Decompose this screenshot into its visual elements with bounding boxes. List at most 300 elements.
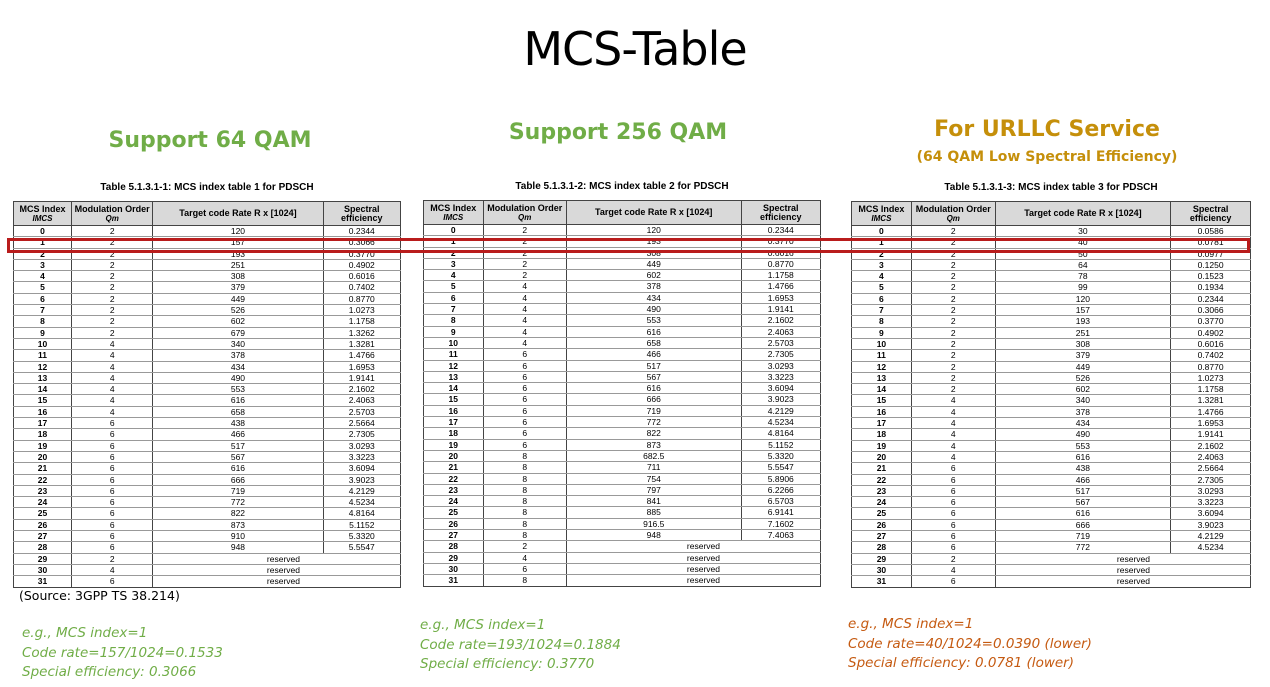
- cell-modulation-order: 2: [483, 541, 566, 552]
- cell-modulation-order: 6: [911, 485, 995, 496]
- cell-spectral-efficiency: 1.3281: [1171, 395, 1251, 406]
- cell-mcs-index: 16: [424, 405, 484, 416]
- cell-mcs-index: 11: [424, 349, 484, 360]
- cell-modulation-order: 4: [911, 395, 995, 406]
- cell-spectral-efficiency: 0.1523: [1171, 271, 1251, 282]
- cell-mcs-index: 16: [14, 406, 72, 417]
- cell-spectral-efficiency: 4.5234: [323, 497, 400, 508]
- cell-code-rate: 526: [153, 305, 323, 316]
- table-row: [852, 305, 1251, 316]
- cell-code-rate: 340: [995, 395, 1171, 406]
- cell-modulation-order: 8: [483, 507, 566, 518]
- cell-modulation-order: 8: [483, 450, 566, 461]
- cell-mcs-index: 18: [852, 429, 912, 440]
- cell-code-rate: 308: [153, 271, 323, 282]
- cell-mcs-index: 1: [424, 236, 484, 247]
- cell-spectral-efficiency: 0.4902: [323, 259, 400, 270]
- cell-code-rate: 251: [995, 327, 1171, 338]
- cell-mcs-index: 2: [14, 248, 72, 259]
- cell-mcs-index: 11: [852, 350, 912, 361]
- table-header-row: [14, 202, 401, 226]
- cell-code-rate: 378: [153, 350, 323, 361]
- cell-code-rate: reserved: [566, 575, 820, 586]
- cell-spectral-efficiency: 3.3223: [323, 451, 400, 462]
- table-row: [852, 271, 1251, 282]
- cell-code-rate: 873: [153, 519, 323, 530]
- cell-code-rate: 616: [153, 463, 323, 474]
- cell-mcs-index: 2: [424, 247, 484, 258]
- table-row: [852, 259, 1251, 270]
- cell-spectral-efficiency: 2.1602: [1171, 440, 1251, 451]
- table-row: [852, 508, 1251, 519]
- table-row: [852, 564, 1251, 575]
- cell-modulation-order: 2: [483, 236, 566, 247]
- cell-code-rate: 602: [153, 316, 323, 327]
- table-row: [424, 530, 821, 541]
- cell-code-rate: 711: [566, 462, 741, 473]
- cell-spectral-efficiency: 2.4063: [1171, 451, 1251, 462]
- cell-mcs-index: 24: [14, 497, 72, 508]
- cell-spectral-efficiency: 1.6953: [1171, 418, 1251, 429]
- cell-modulation-order: 6: [483, 405, 566, 416]
- cell-code-rate: 438: [153, 418, 323, 429]
- cell-mcs-index: 31: [14, 576, 72, 587]
- cell-code-rate: 772: [995, 542, 1171, 553]
- column-header-efficiency: Spectral efficiency: [741, 201, 820, 225]
- cell-mcs-index: 15: [14, 395, 72, 406]
- cell-modulation-order: 2: [72, 316, 153, 327]
- cell-code-rate: 490: [566, 304, 741, 315]
- cell-mcs-index: 19: [424, 439, 484, 450]
- table-row: [14, 451, 401, 462]
- cell-modulation-order: 6: [72, 542, 153, 553]
- cell-spectral-efficiency: 0.2344: [323, 226, 400, 237]
- cell-code-rate: 666: [566, 394, 741, 405]
- cell-spectral-efficiency: 2.5703: [741, 337, 820, 348]
- cell-mcs-index: 19: [852, 440, 912, 451]
- cell-spectral-efficiency: 5.3320: [323, 531, 400, 542]
- cell-code-rate: 772: [153, 497, 323, 508]
- cell-modulation-order: 6: [911, 542, 995, 553]
- cell-mcs-index: 4: [424, 270, 484, 281]
- cell-code-rate: 602: [566, 270, 741, 281]
- cell-modulation-order: 6: [483, 360, 566, 371]
- table-row: [424, 281, 821, 292]
- table-row: [14, 531, 401, 542]
- cell-code-rate: 553: [995, 440, 1171, 451]
- table-row: [852, 519, 1251, 530]
- cell-spectral-efficiency: 5.5547: [323, 542, 400, 553]
- cell-mcs-index: 14: [852, 384, 912, 395]
- cell-mcs-index: 22: [14, 474, 72, 485]
- cell-spectral-efficiency: 1.1758: [741, 270, 820, 281]
- cell-code-rate: 434: [153, 361, 323, 372]
- cell-code-rate: reserved: [153, 564, 401, 575]
- table-header-row: [852, 202, 1251, 226]
- table-row: [852, 463, 1251, 474]
- cell-code-rate: 616: [566, 383, 741, 394]
- cell-code-rate: 822: [153, 508, 323, 519]
- cell-modulation-order: 2: [911, 316, 995, 327]
- cell-spectral-efficiency: 0.3066: [1171, 305, 1251, 316]
- cell-mcs-index: 13: [424, 371, 484, 382]
- subheading-urllc: (64 QAM Low Spectral Efficiency): [916, 149, 1178, 165]
- source-note: (Source: 3GPP TS 38.214): [19, 588, 180, 603]
- cell-modulation-order: 2: [911, 293, 995, 304]
- cell-modulation-order: 2: [483, 247, 566, 258]
- cell-code-rate: 449: [153, 293, 323, 304]
- cell-code-rate: 616: [153, 395, 323, 406]
- table-row: [14, 372, 401, 383]
- table-row: [14, 384, 401, 395]
- cell-mcs-index: 6: [852, 293, 912, 304]
- cell-mcs-index: 28: [14, 542, 72, 553]
- table-row: [852, 440, 1251, 451]
- table-row: [14, 553, 401, 564]
- cell-spectral-efficiency: 1.6953: [741, 292, 820, 303]
- cell-modulation-order: 4: [72, 350, 153, 361]
- cell-mcs-index: 14: [424, 383, 484, 394]
- table-row: [852, 553, 1251, 564]
- table-row: [14, 226, 401, 237]
- cell-mcs-index: 3: [424, 258, 484, 269]
- table-row: [424, 360, 821, 371]
- table-row: [852, 372, 1251, 383]
- table-row: [14, 338, 401, 349]
- cell-modulation-order: 2: [911, 338, 995, 349]
- cell-code-rate: 157: [153, 237, 323, 248]
- table-row: [424, 450, 821, 461]
- cell-spectral-efficiency: 5.8906: [741, 473, 820, 484]
- cell-spectral-efficiency: 0.0977: [1171, 248, 1251, 259]
- cell-code-rate: 40: [995, 237, 1171, 248]
- cell-modulation-order: 6: [483, 417, 566, 428]
- cell-code-rate: 378: [566, 281, 741, 292]
- cell-modulation-order: 2: [72, 305, 153, 316]
- table-row: [852, 282, 1251, 293]
- cell-mcs-index: 19: [14, 440, 72, 451]
- table-row: [852, 429, 1251, 440]
- table-row: [424, 541, 821, 552]
- table-row: [852, 350, 1251, 361]
- cell-modulation-order: 2: [483, 258, 566, 269]
- cell-mcs-index: 12: [852, 361, 912, 372]
- table-row: [424, 439, 821, 450]
- cell-modulation-order: 8: [483, 484, 566, 495]
- cell-spectral-efficiency: 3.9023: [1171, 519, 1251, 530]
- cell-mcs-index: 31: [424, 575, 484, 586]
- table-row: [424, 484, 821, 495]
- mcs-table-2: [423, 200, 821, 587]
- cell-code-rate: 490: [153, 372, 323, 383]
- cell-mcs-index: 26: [852, 519, 912, 530]
- cell-spectral-efficiency: 3.0293: [741, 360, 820, 371]
- cell-spectral-efficiency: 0.4902: [1171, 327, 1251, 338]
- table-row: [852, 418, 1251, 429]
- table-row: [852, 316, 1251, 327]
- note-line: e.g., MCS index=1: [22, 625, 148, 641]
- table-row: [424, 473, 821, 484]
- cell-modulation-order: 6: [483, 439, 566, 450]
- table-row: [14, 440, 401, 451]
- cell-mcs-index: 26: [14, 519, 72, 530]
- table-row: [14, 282, 401, 293]
- cell-spectral-efficiency: 4.2129: [323, 485, 400, 496]
- cell-spectral-efficiency: 0.6016: [741, 247, 820, 258]
- cell-code-rate: 873: [566, 439, 741, 450]
- cell-modulation-order: 2: [911, 282, 995, 293]
- table-row: [852, 485, 1251, 496]
- cell-mcs-index: 10: [14, 338, 72, 349]
- cell-modulation-order: 4: [483, 337, 566, 348]
- cell-code-rate: 517: [995, 485, 1171, 496]
- cell-mcs-index: 4: [14, 271, 72, 282]
- column-header-efficiency: Spectral efficiency: [1171, 202, 1251, 226]
- cell-code-rate: 434: [566, 292, 741, 303]
- cell-code-rate: 193: [566, 236, 741, 247]
- cell-spectral-efficiency: 5.5547: [741, 462, 820, 473]
- cell-mcs-index: 7: [14, 305, 72, 316]
- cell-code-rate: 797: [566, 484, 741, 495]
- table-row: [424, 496, 821, 507]
- cell-mcs-index: 22: [424, 473, 484, 484]
- cell-mcs-index: 15: [424, 394, 484, 405]
- cell-spectral-efficiency: 3.3223: [741, 371, 820, 382]
- column-header-mcs-index: MCS Index IMCS: [14, 202, 72, 226]
- cell-code-rate: 719: [566, 405, 741, 416]
- cell-mcs-index: 9: [14, 327, 72, 338]
- cell-code-rate: reserved: [995, 564, 1250, 575]
- cell-mcs-index: 9: [424, 326, 484, 337]
- cell-spectral-efficiency: 2.7305: [741, 349, 820, 360]
- table-row: [14, 429, 401, 440]
- cell-code-rate: 616: [995, 508, 1171, 519]
- cell-modulation-order: 6: [483, 563, 566, 574]
- table-row: [852, 497, 1251, 508]
- table-row: [14, 361, 401, 372]
- table-row: [424, 337, 821, 348]
- cell-code-rate: 157: [995, 305, 1171, 316]
- cell-mcs-index: 29: [424, 552, 484, 563]
- cell-spectral-efficiency: 4.5234: [741, 417, 820, 428]
- cell-mcs-index: 17: [424, 417, 484, 428]
- cell-mcs-index: 1: [14, 237, 72, 248]
- column-header-modulation: Modulation Order Qm: [911, 202, 995, 226]
- cell-modulation-order: 6: [483, 428, 566, 439]
- table-row: [424, 462, 821, 473]
- column-header-efficiency: Spectral efficiency: [323, 202, 400, 226]
- table-row: [424, 371, 821, 382]
- table-row: [424, 405, 821, 416]
- table-row: [424, 270, 821, 281]
- cell-code-rate: 378: [995, 406, 1171, 417]
- heading-urllc: For URLLC Service: [934, 117, 1160, 142]
- cell-modulation-order: 6: [72, 576, 153, 587]
- cell-modulation-order: 4: [911, 451, 995, 462]
- cell-code-rate: 772: [566, 417, 741, 428]
- cell-modulation-order: 6: [72, 519, 153, 530]
- cell-modulation-order: 4: [72, 564, 153, 575]
- cell-modulation-order: 6: [911, 531, 995, 542]
- cell-modulation-order: 6: [483, 383, 566, 394]
- table-row: [852, 474, 1251, 485]
- cell-spectral-efficiency: 7.4063: [741, 530, 820, 541]
- cell-mcs-index: 26: [424, 518, 484, 529]
- table-row: [852, 327, 1251, 338]
- cell-mcs-index: 11: [14, 350, 72, 361]
- cell-code-rate: 948: [153, 542, 323, 553]
- table-row: [14, 542, 401, 553]
- cell-mcs-index: 29: [14, 553, 72, 564]
- cell-mcs-index: 0: [852, 226, 912, 237]
- cell-spectral-efficiency: 0.7402: [323, 282, 400, 293]
- cell-modulation-order: 6: [72, 531, 153, 542]
- cell-mcs-index: 7: [852, 305, 912, 316]
- cell-modulation-order: 2: [911, 553, 995, 564]
- cell-mcs-index: 3: [14, 259, 72, 270]
- cell-code-rate: 379: [153, 282, 323, 293]
- cell-modulation-order: 6: [911, 576, 995, 587]
- cell-code-rate: reserved: [153, 553, 401, 564]
- table-header-row: [424, 201, 821, 225]
- cell-mcs-index: 6: [424, 292, 484, 303]
- cell-modulation-order: 2: [72, 248, 153, 259]
- cell-mcs-index: 27: [852, 531, 912, 542]
- cell-mcs-index: 0: [14, 226, 72, 237]
- note-line: Code rate=157/1024=0.1533: [22, 644, 223, 661]
- cell-modulation-order: 4: [72, 372, 153, 383]
- cell-mcs-index: 21: [424, 462, 484, 473]
- cell-spectral-efficiency: 0.3770: [1171, 316, 1251, 327]
- table-row: [852, 542, 1251, 553]
- cell-code-rate: 99: [995, 282, 1171, 293]
- cell-mcs-index: 5: [852, 282, 912, 293]
- cell-spectral-efficiency: 2.5664: [1171, 463, 1251, 474]
- cell-spectral-efficiency: 3.9023: [741, 394, 820, 405]
- column-header-code-rate: Target code Rate R x [1024]: [153, 202, 323, 226]
- cell-spectral-efficiency: 0.2344: [1171, 293, 1251, 304]
- table-row: [424, 349, 821, 360]
- cell-modulation-order: 2: [911, 259, 995, 270]
- cell-mcs-index: 30: [424, 563, 484, 574]
- cell-mcs-index: 4: [852, 271, 912, 282]
- cell-spectral-efficiency: 3.3223: [1171, 497, 1251, 508]
- table-row: [852, 406, 1251, 417]
- table-row: [424, 304, 821, 315]
- table-caption: Table 5.1.3.1-1: MCS index table 1 for PDSCH: [100, 182, 314, 193]
- cell-code-rate: 679: [153, 327, 323, 338]
- table-row: [852, 361, 1251, 372]
- cell-mcs-index: 22: [852, 474, 912, 485]
- table-row: [424, 225, 821, 236]
- table-row: [14, 305, 401, 316]
- table-row: [14, 395, 401, 406]
- cell-modulation-order: 2: [72, 327, 153, 338]
- table-row: [852, 226, 1251, 237]
- cell-mcs-index: 28: [852, 542, 912, 553]
- cell-code-rate: 567: [566, 371, 741, 382]
- cell-spectral-efficiency: 0.6016: [1171, 338, 1251, 349]
- cell-modulation-order: 4: [483, 552, 566, 563]
- cell-code-rate: 822: [566, 428, 741, 439]
- cell-mcs-index: 13: [14, 372, 72, 383]
- cell-code-rate: 526: [995, 372, 1171, 383]
- table-row: [852, 451, 1251, 462]
- column-header-modulation: Modulation Order Qm: [483, 201, 566, 225]
- cell-code-rate: 434: [995, 418, 1171, 429]
- cell-modulation-order: 2: [72, 259, 153, 270]
- cell-modulation-order: 2: [911, 350, 995, 361]
- cell-modulation-order: 4: [483, 326, 566, 337]
- cell-code-rate: 193: [153, 248, 323, 259]
- cell-code-rate: 841: [566, 496, 741, 507]
- table-row: [14, 474, 401, 485]
- cell-code-rate: 553: [153, 384, 323, 395]
- table-row: [14, 497, 401, 508]
- cell-spectral-efficiency: 0.0781: [1171, 237, 1251, 248]
- cell-mcs-index: 17: [14, 418, 72, 429]
- cell-mcs-index: 24: [424, 496, 484, 507]
- cell-mcs-index: 25: [852, 508, 912, 519]
- cell-code-rate: 666: [995, 519, 1171, 530]
- cell-mcs-index: 20: [14, 451, 72, 462]
- cell-modulation-order: 6: [72, 418, 153, 429]
- cell-modulation-order: 6: [911, 519, 995, 530]
- cell-code-rate: 251: [153, 259, 323, 270]
- table-row: [424, 563, 821, 574]
- table-row: [14, 508, 401, 519]
- table-row: [424, 428, 821, 439]
- cell-modulation-order: 8: [483, 473, 566, 484]
- cell-modulation-order: 2: [72, 271, 153, 282]
- cell-spectral-efficiency: 1.1758: [323, 316, 400, 327]
- cell-code-rate: 567: [995, 497, 1171, 508]
- cell-modulation-order: 4: [911, 564, 995, 575]
- cell-mcs-index: 3: [852, 259, 912, 270]
- cell-modulation-order: 4: [483, 315, 566, 326]
- cell-spectral-efficiency: 7.1602: [741, 518, 820, 529]
- cell-spectral-efficiency: 0.3066: [323, 237, 400, 248]
- cell-modulation-order: 6: [72, 451, 153, 462]
- table-row: [424, 258, 821, 269]
- cell-code-rate: 466: [995, 474, 1171, 485]
- cell-code-rate: 308: [566, 247, 741, 258]
- cell-modulation-order: 4: [72, 361, 153, 372]
- cell-spectral-efficiency: 2.1602: [323, 384, 400, 395]
- table-row: [14, 271, 401, 282]
- cell-spectral-efficiency: 1.9141: [1171, 429, 1251, 440]
- table-row: [852, 531, 1251, 542]
- cell-code-rate: 120: [566, 225, 741, 236]
- note-line: Special efficiency: 0.3066: [22, 664, 197, 680]
- note-line: Code rate=193/1024=0.1884: [420, 636, 621, 653]
- table-row: [14, 418, 401, 429]
- cell-code-rate: 948: [566, 530, 741, 541]
- cell-mcs-index: 21: [852, 463, 912, 474]
- cell-mcs-index: 2: [852, 248, 912, 259]
- cell-spectral-efficiency: 3.0293: [1171, 485, 1251, 496]
- cell-spectral-efficiency: 2.5703: [323, 406, 400, 417]
- cell-code-rate: 517: [153, 440, 323, 451]
- cell-mcs-index: 25: [424, 507, 484, 518]
- cell-code-rate: 466: [566, 349, 741, 360]
- cell-modulation-order: 2: [911, 361, 995, 372]
- cell-modulation-order: 4: [483, 281, 566, 292]
- cell-spectral-efficiency: 3.6094: [1171, 508, 1251, 519]
- cell-modulation-order: 2: [911, 305, 995, 316]
- column-header-mcs-index: MCS Index IMCS: [424, 201, 484, 225]
- cell-spectral-efficiency: 1.0273: [1171, 372, 1251, 383]
